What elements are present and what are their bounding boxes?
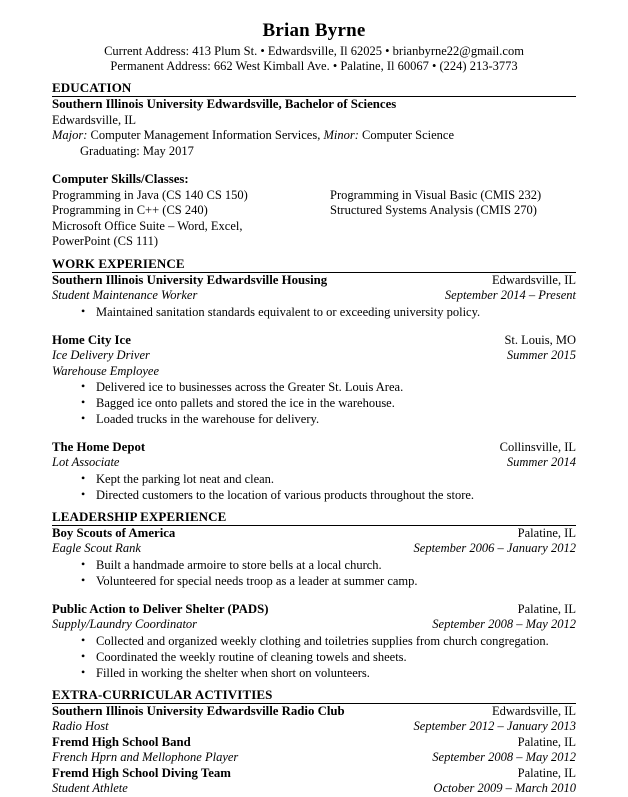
work-entry-bullets: [52, 379, 576, 427]
leadership-entry-org: Boy Scouts of America: [52, 525, 176, 540]
activity-entry-role-row: [52, 781, 576, 797]
work-entry-role: Student Maintenance Worker: [52, 288, 198, 302]
skill-item: PowerPoint (CS 111): [52, 234, 159, 248]
activity-entry-location: Edwardsville, IL: [491, 703, 576, 718]
leadership-entry-dates: September 2006 – January 2012: [413, 541, 576, 555]
leadership-entry-dates: September 2008 – May 2012: [432, 617, 576, 631]
computer-skills-columns: [52, 188, 576, 250]
skill-item: Structured Systems Analysis (CMIS 270): [330, 203, 537, 217]
work-entry-org: Southern Illinois University Edwardsville Housing: [52, 272, 328, 287]
work-entry-role-row: [52, 288, 576, 304]
computer-skills-title: Computer Skills/Classes:: [52, 172, 189, 186]
leadership-entry: [52, 602, 576, 681]
work-entry-org: The Home Depot: [52, 439, 146, 454]
bullet-item: • Built a handmade armoire to store bells at a local church.: [52, 557, 576, 573]
work-entry-role-row: [52, 455, 576, 471]
section-heading-leadership-experience: LEADERSHIP EXPERIENCE: [52, 509, 576, 526]
work-entry-dates: September 2014 – Present: [444, 288, 576, 302]
leadership-entry-role-row: [52, 541, 576, 557]
work-entry-location: Collinsville, IL: [499, 439, 576, 454]
leadership-entry-role-row: [52, 617, 576, 633]
work-entry-bullets: [52, 304, 576, 320]
activity-entry-org-row: [52, 735, 576, 751]
section-extra-curricular: [52, 687, 576, 797]
work-entry-org: Home City Ice: [52, 332, 131, 347]
resume-header: [52, 20, 576, 74]
work-entry-location: Edwardsville, IL: [491, 272, 576, 287]
skill-item: Programming in C++ (CS 240): [52, 203, 208, 217]
skills-column-left: [52, 188, 330, 250]
major-value: Computer Management Information Services,: [87, 128, 324, 142]
activity-entry-org: Southern Illinois University Edwardsville Radio Club: [52, 703, 345, 718]
section-work-experience: [52, 256, 576, 503]
skill-item: Programming in Visual Basic (CMIS 232): [330, 187, 542, 202]
leadership-entry-org-row: [52, 526, 576, 542]
bullet-item: • Bagged ice onto pallets and stored the ice in the warehouse.: [52, 395, 576, 411]
leadership-entry-bullets: [52, 633, 576, 681]
activity-entry: [52, 704, 576, 735]
bullet-item: • Loaded trucks in the warehouse for delivery.: [52, 411, 576, 427]
activity-entry-location: Palatine, IL: [517, 765, 576, 780]
current-address-line: Current Address: 413 Plum St. • Edwardsville, Il 62025 • brianbyrne22@gmail.com: [104, 44, 524, 58]
activity-entry-role: Radio Host: [52, 719, 109, 733]
resume-content: [52, 20, 576, 797]
section-education: [52, 80, 576, 250]
work-entry-role-row: [52, 348, 576, 364]
work-entry-org-row: [52, 273, 576, 289]
education-entry: [52, 97, 576, 159]
bullet-item: • Maintained sanitation standards equivalent to or exceeding university policy.: [52, 304, 576, 320]
leadership-entry-location: Palatine, IL: [517, 525, 576, 540]
section-heading-extra-curricular: EXTRA-CURRICULAR ACTIVITIES: [52, 687, 576, 704]
work-entry-org-row: [52, 440, 576, 456]
work-entry: [52, 273, 576, 320]
education-school-row: [52, 97, 576, 113]
leadership-entry-role: Supply/Laundry Coordinator: [52, 617, 198, 631]
activity-entry-location: Palatine, IL: [517, 734, 576, 749]
activity-entry-org: Fremd High School Band: [52, 734, 191, 749]
permanent-address-line: Permanent Address: 662 West Kimball Ave. • Palatine, Il 60067 • (224) 213-3773: [110, 59, 518, 73]
section-leadership-experience: [52, 509, 576, 681]
bullet-item: • Filled in working the shelter when short on volunteers.: [52, 665, 576, 681]
work-entry: [52, 440, 576, 503]
work-entry: [52, 333, 576, 427]
activity-entry: [52, 735, 576, 766]
bullet-item: • Volunteered for special needs troop as a leader at summer camp.: [52, 573, 576, 589]
leadership-entry-role: Eagle Scout Rank: [52, 541, 141, 555]
activity-entry-dates: October 2009 – March 2010: [433, 781, 576, 795]
bullet-item: • Delivered ice to businesses across the Greater St. Louis Area.: [52, 379, 576, 395]
minor-label: Minor:: [323, 128, 359, 142]
work-entry-role: Ice Delivery Driver: [52, 348, 150, 362]
work-entry-bullets: [52, 471, 576, 503]
work-entry-role-secondary: Warehouse Employee: [52, 363, 160, 378]
leadership-entry-location: Palatine, IL: [517, 601, 576, 616]
activity-entry-role-row: [52, 750, 576, 766]
leadership-entry: [52, 526, 576, 589]
major-label: Major:: [52, 128, 88, 142]
work-entry-org-row: [52, 333, 576, 349]
skills-column-right: [330, 188, 576, 250]
activity-entry-org: Fremd High School Diving Team: [52, 765, 231, 780]
work-entry-location: St. Louis, MO: [504, 332, 576, 347]
activity-entry-role: French Hprn and Mellophone Player: [52, 750, 239, 764]
work-entry-dates: Summer 2014: [506, 455, 576, 469]
bullet-item: • Coordinated the weekly routine of cleaning towels and sheets.: [52, 649, 576, 665]
activity-entry-dates: September 2008 – May 2012: [432, 750, 576, 764]
graduation-date: Graduating: May 2017: [80, 143, 194, 158]
work-entry-role: Lot Associate: [52, 455, 120, 469]
activity-entry-dates: September 2012 – January 2013: [413, 719, 576, 733]
section-heading-education: EDUCATION: [52, 80, 576, 97]
education-school-name: Southern Illinois University Edwardsville, Bachelor of Sciences: [52, 97, 397, 111]
work-entry-dates: Summer 2015: [506, 348, 576, 362]
activity-entry-role: Student Athlete: [52, 781, 128, 795]
activity-entry: [52, 766, 576, 797]
minor-value: Computer Science: [358, 128, 455, 142]
bullet-item: • Kept the parking lot neat and clean.: [52, 471, 576, 487]
activity-entry-org-row: [52, 766, 576, 782]
activity-entry-org-row: [52, 704, 576, 720]
leadership-entry-org: Public Action to Deliver Shelter (PADS): [52, 601, 269, 616]
bullet-item: • Collected and organized weekly clothing and toiletries supplies from church congregation.: [52, 633, 576, 649]
activity-entry-role-row: [52, 719, 576, 735]
skill-item: Programming in Java (CS 140 CS 150): [52, 187, 248, 202]
education-major-row: [52, 128, 576, 159]
bullet-item: • Directed customers to the location of various products throughout the store.: [52, 487, 576, 503]
leadership-entry-org-row: [52, 602, 576, 618]
education-location: Edwardsville, IL: [52, 112, 137, 127]
skill-item: Microsoft Office Suite – Word, Excel,: [52, 218, 243, 233]
section-heading-work-experience: WORK EXPERIENCE: [52, 256, 576, 273]
applicant-name: Brian Byrne: [262, 20, 366, 41]
leadership-entry-bullets: [52, 557, 576, 589]
